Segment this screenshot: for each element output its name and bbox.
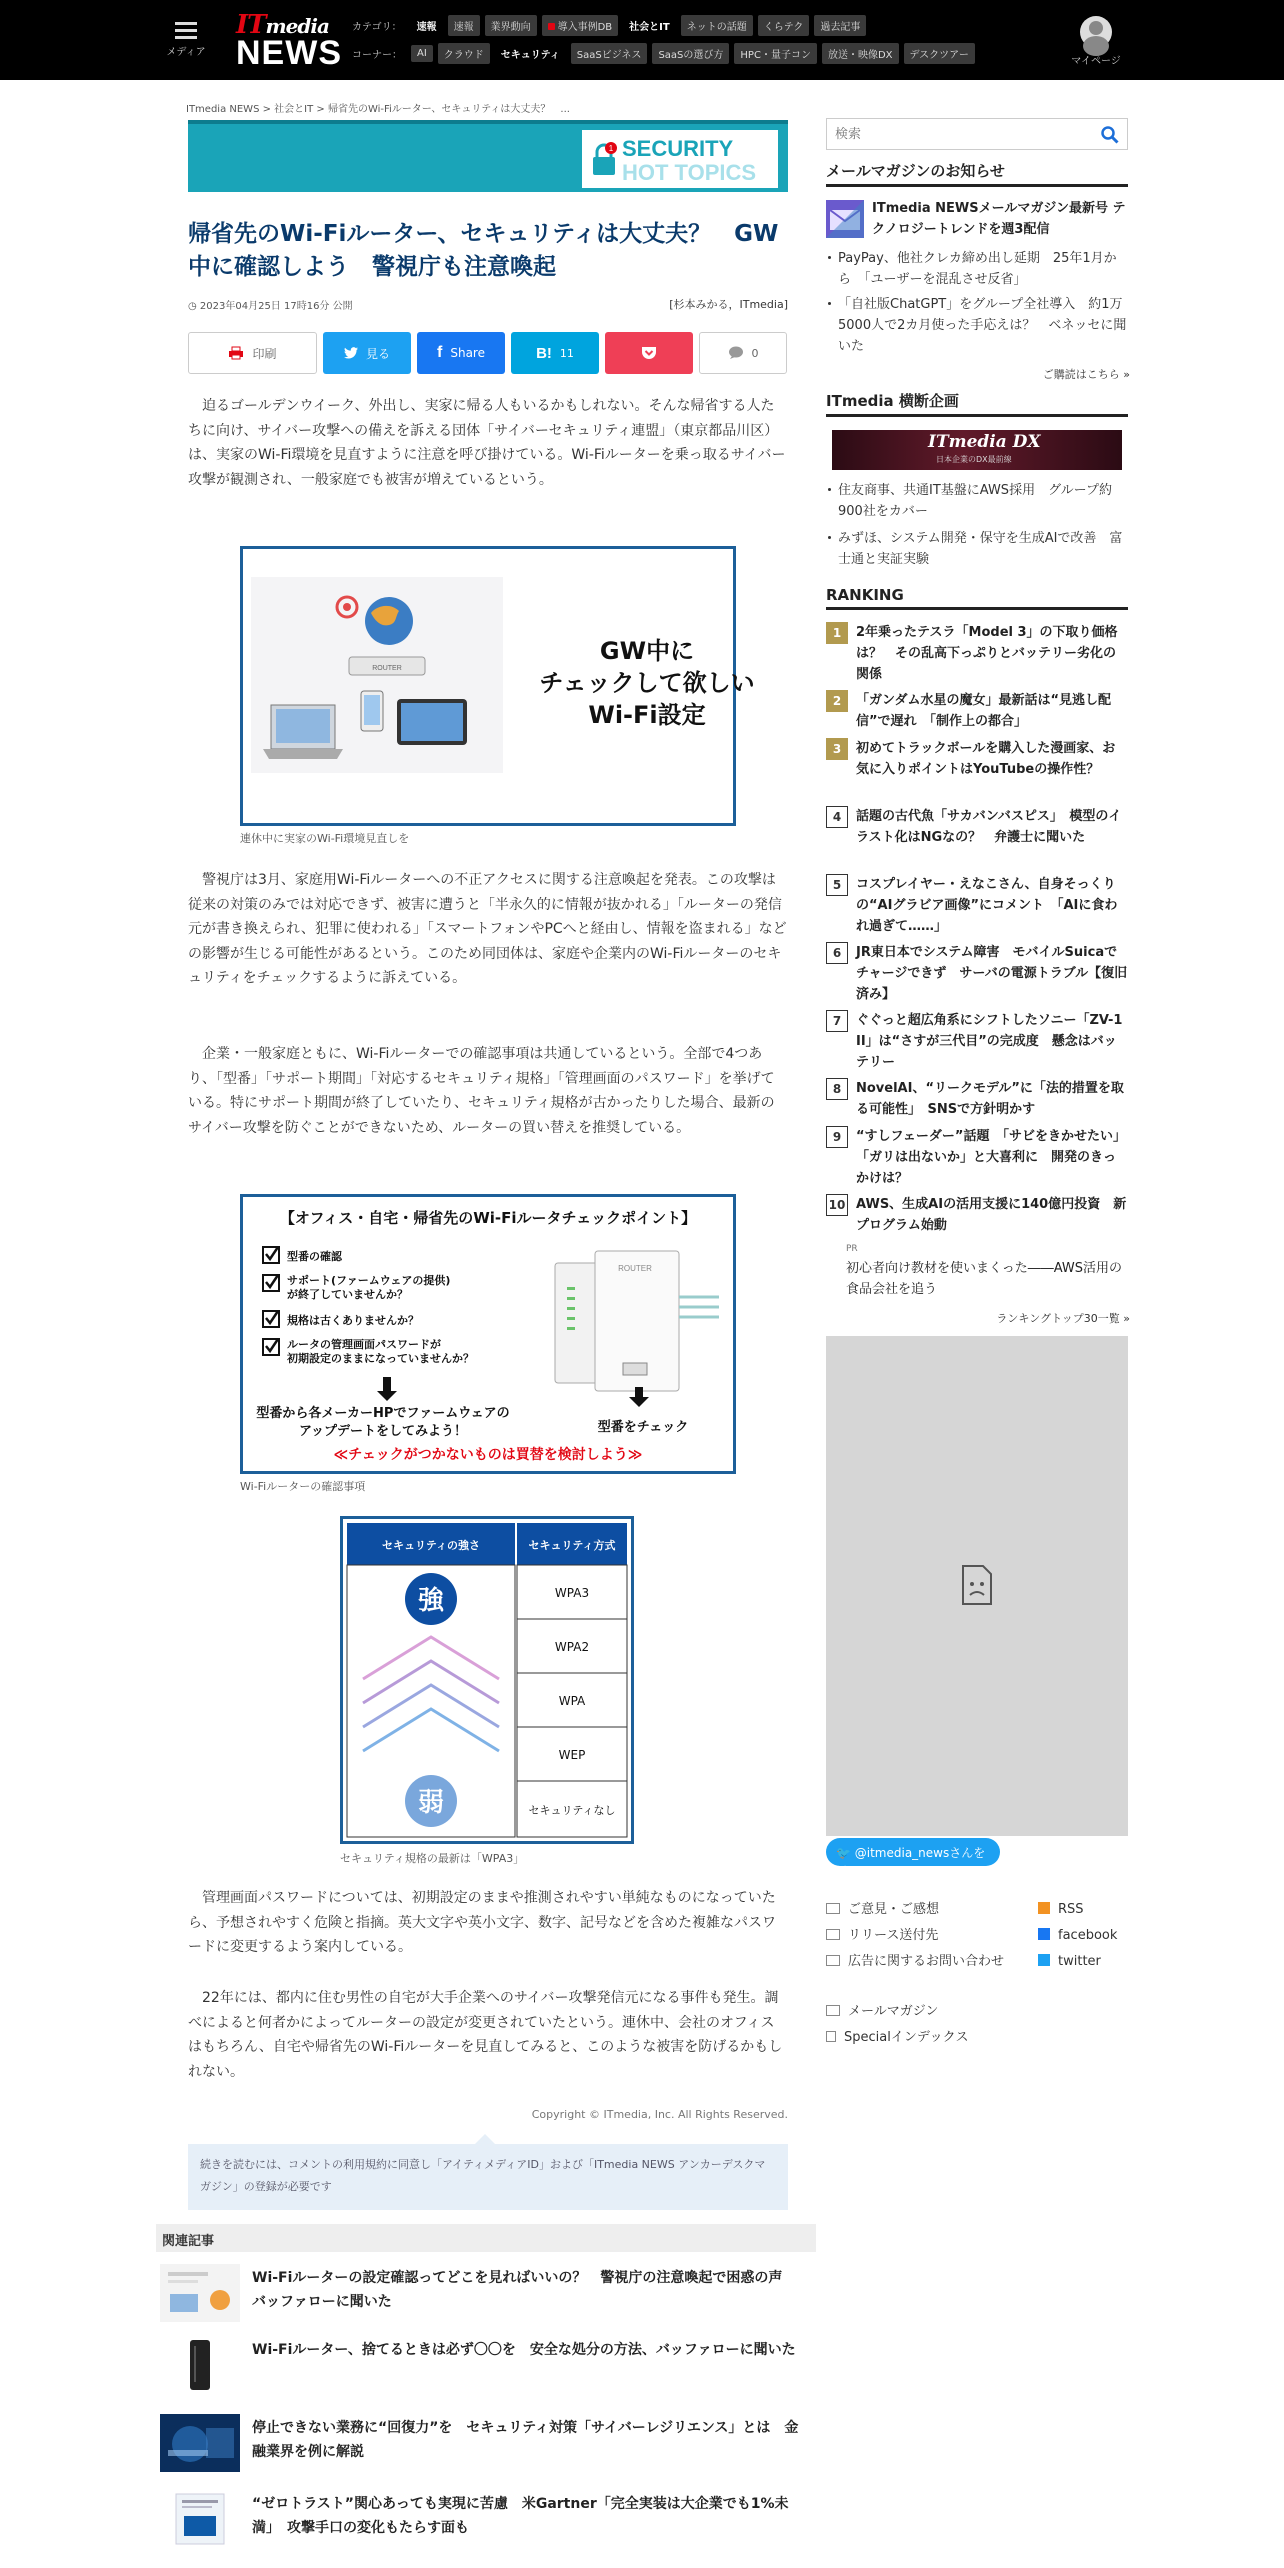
cross-feature-item[interactable]: 住友商事、共通IT基盤にAWS採用 グループ約900社をカバー xyxy=(838,480,1128,522)
hatena-bookmark-button[interactable]: B! 11 xyxy=(511,332,599,374)
document-icon xyxy=(826,2031,836,2042)
ranking-heading: RANKING xyxy=(826,586,1128,610)
twitter-icon xyxy=(1038,1954,1050,1966)
publish-date: ◷ 2023年04月25日 17時16分 公開 xyxy=(188,301,353,312)
search-icon[interactable] xyxy=(1101,126,1119,144)
category-tag[interactable]: 業界動向 xyxy=(485,15,537,36)
pocket-button[interactable] xyxy=(605,332,693,374)
corner-nav: コーナー： AI クラウド セキュリティ SaaSビジネス SaaSの選び方 HPC・量子コン 放送・映像DX デスクツアー xyxy=(352,42,975,64)
hamburger-icon xyxy=(175,22,197,39)
facebook-share-button[interactable]: f Share xyxy=(417,332,505,374)
related-articles-heading: 関連記事 xyxy=(156,2224,816,2252)
print-button[interactable]: 印刷 xyxy=(188,332,317,374)
author-byline: [杉本みかる，ITmedia] xyxy=(669,298,788,311)
feedback-link[interactable]: ご意見・ご感想 xyxy=(826,1900,939,1920)
newsletter-envelope-icon xyxy=(826,200,864,238)
svg-text:型番から各メーカーHPでファームウェアのアップデートをしてみ: 型番から各メーカーHPでファームウェアのアップデートをしてみよう！ xyxy=(256,1406,510,1439)
ranking-item[interactable]: 5 コスプレイヤー・えなこさん、自身そっくりの“AIグラビア画像”にコメント 「AIに食われ過ぎて……」 xyxy=(826,874,1128,937)
ranking-item[interactable]: 4 話題の古代魚「サカバンバスピス」 模型のイラスト化はNGなの？ 弁護士に聞いた xyxy=(826,806,1128,848)
svg-text:型番の確認: 型番の確認 xyxy=(287,1250,342,1263)
special-index-link[interactable]: Specialインデックス xyxy=(826,2028,968,2048)
svg-text:ROUTER: ROUTER xyxy=(618,1264,652,1273)
article-paragraph: 企業・一般家庭ともに、Wi-Fiルーターでの確認事項は共通しているという。全部で4つあり、「型番」「サポート期間」「対応するセキュリティ規格」「管理画面のパスワード」を挙げている。特にサポート期間が終了していたり、セキュリティ規格が古かったりした場合、最新のサイバー攻撃を防ぐことができないため、ルーターの買い替えを推奨している。 xyxy=(188,1046,775,1136)
ranking-item[interactable]: 10 AWS、生成AIの活用支援に140億円投資 新プログラム始動 xyxy=(826,1194,1128,1236)
ranking-more-link[interactable]: ランキングトップ30一覧 » xyxy=(996,1312,1130,1325)
speech-bubble-icon xyxy=(728,346,744,360)
continue-reading-notice[interactable]: 続きを読むには、コメントの利用規約に同意し「アイティメディアID」および「ITmedia NEWS アンカーデスクマガジン」の登録が必要です xyxy=(188,2144,788,2210)
twitter-bird-icon xyxy=(344,347,358,359)
svg-text:【オフィス・自宅・帰省先のWi-Fiルータチェックポイント】: 【オフィス・自宅・帰省先のWi-Fiルータチェックポイント】 xyxy=(279,1209,697,1227)
facebook-icon xyxy=(1038,1928,1050,1940)
top-nav-bar xyxy=(0,0,1284,80)
mypage-button[interactable]: マイページ xyxy=(1068,16,1124,67)
ranking-item[interactable]: 3 初めてトラックボールを購入した漫画家、お気に入りポイントはYouTubeの操作性？ xyxy=(826,738,1128,780)
ranking-item[interactable]: 1 2年乗ったテスラ「Model 3」の下取り価格は？ その乱高下っぷりとバッテリー劣化の関係 xyxy=(826,622,1128,685)
media-menu-label: メディア xyxy=(166,47,206,58)
broken-page-icon xyxy=(959,1564,995,1606)
media-menu-button[interactable] xyxy=(164,18,208,58)
itmedia-news-logo[interactable]: ITmedia NEWS xyxy=(236,10,342,72)
svg-text:ROUTER: ROUTER xyxy=(372,665,402,672)
facebook-f-icon: f xyxy=(437,344,443,361)
category-tag[interactable]: 過去記事 xyxy=(814,15,866,36)
corner-tag[interactable]: クラウド xyxy=(438,43,490,64)
rss-icon xyxy=(1038,1902,1050,1914)
devices-router-illustration xyxy=(243,549,755,823)
corner-tag[interactable]: AI xyxy=(411,45,433,62)
related-article[interactable]: “ゼロトラスト”関心あっても実現に苦慮 米Gartner「完全実装は大企業でも1%未満」 攻撃手口の変化もたらす面も xyxy=(160,2490,800,2554)
related-article[interactable]: Wi-Fiルーター、捨てるときは必ず〇〇を 安全な処分の方法、バッファローに聞いた xyxy=(160,2336,800,2400)
article-title: 帰省先のWi-Fiルーター、セキュリティは大丈夫？ GW中に確認しよう 警視庁も注意喚起 xyxy=(188,221,779,280)
corner-tag-active[interactable]: セキュリティ xyxy=(495,43,566,64)
ranking-item[interactable]: 8 NovelAI、“リークモデル”に「法的措置を取る可能性」 SNSで方針明かす xyxy=(826,1078,1128,1120)
category-tag[interactable]: 速報 xyxy=(448,15,480,36)
rss-link[interactable]: RSS xyxy=(1038,1900,1084,1920)
svg-text:Wi-Fi設定: Wi-Fi設定 xyxy=(588,701,706,729)
cross-feature-heading: ITmedia 横断企画 xyxy=(826,390,1128,417)
svg-text:WPA2: WPA2 xyxy=(554,1640,590,1654)
svg-text:サポート(ファームウェアの提供)が終了していませんか？: サポート(ファームウェアの提供)が終了していませんか？ xyxy=(287,1274,451,1301)
figure-caption: セキュリティ規格の最新は「WPA3」 xyxy=(340,1852,525,1865)
corner-tag[interactable]: SaaSの選び方 xyxy=(652,43,729,64)
figure-caption: Wi-Fiルーターの確認事項 xyxy=(240,1480,366,1493)
article-paragraph: 22年には、都内に住む男性の自宅が大手企業へのサイバー攻撃発信元になる事件も発生。調べによると何者かによってルーターの設定が変更されていたという。連休中、会社のオフィスはもちろん、自宅や帰省先のWi-Fiルーターを見直してみると、このような被害を防げるかもしれない。 xyxy=(188,1990,783,2080)
security-strength-chart xyxy=(343,1519,631,1841)
pr-label: PR xyxy=(846,1244,858,1254)
article-paragraph: 迫るゴールデンウイーク、外出し、実家に帰る人もいるかもしれない。そんな帰省する人たちに向け、サイバー攻撃への備えを訴える団体「サイバーセキュリティ連盟」（東京都品川区）は、実家のWi-Fi環境を見直すように注意を呼び掛けている。Wi-Fiルーターを乗っ取るサイバー攻撃が観測され、一般家庭でも被害が増えているという。 xyxy=(188,398,786,488)
related-article-thumbnail xyxy=(160,2414,240,2472)
svg-text:GW中に: GW中に xyxy=(599,637,695,665)
related-article-thumbnail xyxy=(160,2336,240,2394)
figure-caption: 連休中に実家のWi-Fi環境見直しを xyxy=(240,832,410,845)
copyright-notice: Copyright © ITmedia, Inc. All Rights Reserved. xyxy=(531,2108,788,2121)
newsletter-item[interactable]: 「自社版ChatGPT」をグループ全社導入 約1万5000人で2カ月使った手応えは？ ベネッセに聞いた xyxy=(838,294,1128,357)
category-tag[interactable]: ネットの話題 xyxy=(681,15,753,36)
twitter-link[interactable]: twitter xyxy=(1038,1952,1101,1972)
article-paragraph: 警視庁は3月、家庭用Wi-Fiルーターへの不正アクセスに関する注意喚起を発表。この攻撃は従来の対策のみでは対応できず、被害に遭うと「半永久的に情報が抜かれる」「ルーターの発信元が書き換えられ、犯罪に使われる」「スマートフォンやPCへと経由し、情報を盗まれる」などの影響が生じる可能性があるという。このため同団体は、家庭や企業内のWi-Fiルーターのセキュリティをチェックするように訴えている。 xyxy=(188,872,787,986)
mail-icon xyxy=(826,1929,840,1940)
newsletter-item[interactable]: PayPay、他社クレカ締め出し延期 25年1月から 「ユーザーを混乱させ反省」 xyxy=(838,248,1128,290)
svg-text:型番をチェック: 型番をチェック xyxy=(597,1420,689,1435)
svg-text:1: 1 xyxy=(608,144,614,153)
related-article[interactable]: Wi-Fiルーターの設定確認ってどこを見ればいいの？ 警視庁の注意喚起で困惑の声 バッファローに聞いた xyxy=(160,2264,800,2328)
ad-inquiry-link[interactable]: 広告に関するお問い合わせ xyxy=(826,1952,1016,1972)
category-tag[interactable]: 速報 xyxy=(411,15,443,36)
clock-icon: ◷ xyxy=(188,301,200,312)
search-input[interactable] xyxy=(827,119,1077,149)
cross-feature-item[interactable]: みずほ、システム開発・保守を生成AIで改善 富士通と実証実験 xyxy=(838,528,1128,570)
breadcrumb[interactable]: ITmedia NEWS > 社会とIT > 帰省先のWi-Fiルーター、セキュリティは大丈夫？ ... xyxy=(186,104,570,115)
category-tag[interactable]: 導入事例DB xyxy=(542,15,619,36)
article-paragraph: 管理画面パスワードについては、初期設定のままや推測されやすい単純なものになっていたら、予想されやすく危険と指摘。英大文字や英小文字、数字、記号などを含めた複雑なパスワードに変更するよう案内している。 xyxy=(188,1890,776,1955)
related-article[interactable]: 停止できない業務に“回復力”を セキュリティ対策「サイバーレジリエンス」とは 金融業界を例に解説 xyxy=(160,2414,800,2478)
mail-icon xyxy=(826,1903,840,1914)
hatena-b-icon: B! xyxy=(536,344,552,362)
ranking-item[interactable]: 7 ぐぐっと超広角系にシフトしたソニー「ZV-1 II」は“さすが三代目”の完成度 懸念はバッテリー xyxy=(826,1010,1128,1073)
svg-text:≪チェックがつかないものは買替を検討しよう≫: ≪チェックがつかないものは買替を検討しよう≫ xyxy=(333,1447,643,1463)
twitter-bird-icon: 🐦 xyxy=(836,1846,855,1860)
svg-text:規格は古くありませんか？: 規格は古くありませんか？ xyxy=(287,1314,419,1327)
svg-text:WPA: WPA xyxy=(558,1694,586,1708)
svg-text:セキュリティ方式: セキュリティ方式 xyxy=(528,1539,616,1552)
ranking-item[interactable]: 9 “すしフェーダー”話題 「サビをきかせたい」「ガリは出ないか」と大喜利に 開発のきっかけは？ xyxy=(826,1126,1128,1189)
ranking-item[interactable]: 2 「ガンダム水星の魔女」最新話は“見逃し配信”で遅れ 「制作上の都合」 xyxy=(826,690,1128,732)
svg-text:ルータの管理画面パスワードが初期設定のままになっていませんか: ルータの管理画面パスワードが初期設定のままになっていませんか？ xyxy=(287,1338,474,1365)
corner-tag[interactable]: SaaSビジネス xyxy=(571,43,648,64)
corner-tag[interactable]: デスクツアー xyxy=(904,43,975,64)
lock-icon xyxy=(590,142,618,178)
pr-item[interactable]: 初心者向け教材を使いまくった――AWS活用の食品会社を追う xyxy=(846,1261,1123,1297)
itmedia-dx-banner[interactable]: ITmedia DX 日本企業のDX最前線 xyxy=(832,430,1122,470)
mail-icon xyxy=(826,2005,840,2016)
mail-icon xyxy=(826,1955,840,1966)
related-article-thumbnail xyxy=(160,2264,240,2322)
svg-text:強: 強 xyxy=(417,1586,445,1616)
pocket-icon xyxy=(641,346,657,360)
router-checklist-illustration xyxy=(243,1197,733,1471)
svg-text:セキュリティの強さ: セキュリティの強さ xyxy=(382,1539,480,1552)
facebook-link[interactable]: facebook xyxy=(1038,1926,1117,1946)
svg-text:WEP: WEP xyxy=(558,1748,586,1762)
svg-text:チェックして欲しい: チェックして欲しい xyxy=(539,669,755,697)
corner-tag[interactable]: 放送・映像DX xyxy=(822,43,899,64)
printer-icon xyxy=(228,346,244,360)
svg-text:セキュリティなし: セキュリティなし xyxy=(528,1804,616,1817)
search-box xyxy=(826,118,1128,150)
related-article-thumbnail xyxy=(160,2490,240,2548)
security-standards-table-image[interactable] xyxy=(340,1516,634,1844)
newsletter-heading: メールマガジンのお知らせ xyxy=(826,160,1128,187)
router-checkpoint-image[interactable] xyxy=(240,1194,736,1474)
twitter-follow-button[interactable]: 🐦 @itmedia_newsさんをフォロー xyxy=(826,1838,1000,1866)
newsletter-feature[interactable]: ITmedia NEWSメールマガジン最新号 テクノロジートレンドを週3配信 xyxy=(826,198,1128,242)
comments-button[interactable]: 0 xyxy=(699,332,787,374)
category-nav: カテゴリ： 速報 速報 業界動向 導入事例DB 社会とIT ネットの話題 くらテク 過去記事 xyxy=(352,14,866,36)
newsletter-subscribe-link[interactable]: ご購読はこちら » xyxy=(1042,368,1130,381)
newsletter-link[interactable]: メールマガジン xyxy=(826,2002,938,2022)
svg-text:WPA3: WPA3 xyxy=(554,1586,590,1600)
wifi-settings-image[interactable] xyxy=(240,546,755,826)
twitter-share-button[interactable]: 見る xyxy=(323,332,411,374)
security-hot-topics-banner[interactable]: 1 SECURITY HOT TOPICS xyxy=(188,120,788,192)
svg-text:弱: 弱 xyxy=(417,1788,445,1818)
user-avatar-icon xyxy=(1080,16,1112,48)
category-tag[interactable]: くらテク xyxy=(758,15,810,36)
ad-frame[interactable] xyxy=(826,1336,1128,1836)
corner-tag[interactable]: HPC・量子コン xyxy=(734,43,817,64)
press-release-link[interactable]: リリース送付先 xyxy=(826,1926,938,1946)
category-tag-active[interactable]: 社会とIT xyxy=(623,15,676,36)
share-buttons xyxy=(188,332,788,374)
ranking-item[interactable]: 6 JR東日本でシステム障害 モバイルSuicaでチャージできず サーバの電源トラブル【復旧済み】 xyxy=(826,942,1128,1005)
